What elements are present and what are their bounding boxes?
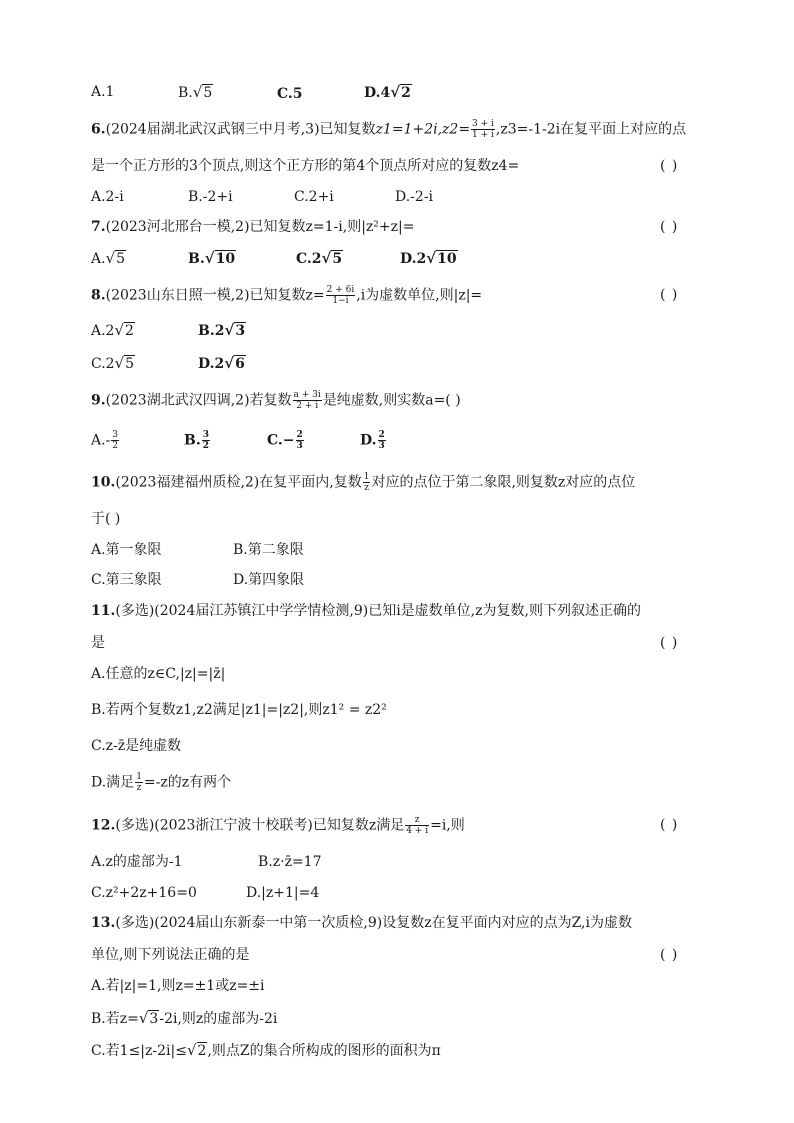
option-c: C.z²+2z+16=0 bbox=[91, 885, 197, 901]
answer-paren: ( ) bbox=[660, 635, 679, 651]
question-8: 8.(2023山东日照一模,2)已知复数z= $\frac{2 + 6i}{1-i}$ ,i为虚数单位,则|z|= bbox=[91, 285, 483, 306]
question-13-line1: 13.(多选)(2024届山东新泰一中第一次质检,9)设复数z在复平面内对应的点为Z,i为虚数 bbox=[91, 915, 632, 931]
option-d: D.-2-i bbox=[395, 189, 434, 205]
question-11-line1: 11.(多选)(2024届江苏镇江中学学情检测,9)已知i是虚数单位,z为复数,则下列叙述正确的 bbox=[91, 603, 641, 619]
option-c: C.第三象限 bbox=[91, 572, 162, 588]
question-6-line1: 6.(2024届湖北武汉武钢三中月考,3)已知复数z1=1+2i,z2= $\frac{3 + i}{1 + i}$ ,z3=-1-2i在复平面上对应的点 bbox=[91, 119, 687, 140]
option-b: B.-2+i bbox=[188, 189, 233, 205]
option-a: A.z的虚部为-1 bbox=[91, 854, 183, 870]
question-6-line2: 是一个正方形的3个顶点,则这个正方形的第4个顶点所对应的复数z4= bbox=[91, 158, 520, 174]
option-a: A.2-i bbox=[91, 189, 124, 205]
option-b: B.若z=√3-2i,则z的虚部为-2i bbox=[91, 1009, 278, 1027]
fraction: $\frac{3 + i}{1 + i}$ bbox=[472, 119, 494, 140]
option-a: A.1 bbox=[91, 84, 115, 100]
answer-paren: ( ) bbox=[660, 817, 679, 833]
option-c: C.5 bbox=[277, 86, 303, 102]
option-c: C.2√5 bbox=[296, 249, 343, 267]
question-11-line2: 是 bbox=[91, 635, 105, 651]
option-c: C.z-z̄是纯虚数 bbox=[91, 738, 182, 754]
answer-paren: ( ) bbox=[660, 158, 679, 174]
option-d: D. $\frac{2}{3}$ bbox=[360, 430, 385, 451]
option-b: B.√10 bbox=[188, 249, 236, 267]
option-d: D.2√6 bbox=[198, 354, 245, 372]
option-c: C.若1≤|z-2i|≤√2,则点Z的集合所构成的图形的面积为π bbox=[91, 1041, 441, 1059]
option-b: B.√5 bbox=[178, 83, 213, 101]
question-12: 12.(多选)(2023浙江宁波十校联考)已知复数z满足 $\frac{z}{4 + i}$ =i,则 bbox=[91, 815, 465, 836]
option-c: C.2+i bbox=[294, 189, 334, 205]
option-b: B.第二象限 bbox=[233, 542, 304, 558]
option-b: B. $\frac{3}{2}$ bbox=[184, 430, 209, 451]
answer-paren: ( ) bbox=[660, 287, 679, 303]
option-a: A.任意的z∈C,|z|=|z̄| bbox=[91, 666, 226, 682]
option-d: D.4√2 bbox=[364, 83, 411, 101]
option-b: B.若两个复数z1,z2满足|z1|=|z2|,则z1² = z2² bbox=[91, 702, 387, 718]
option-a: A.若|z|=1,则z=±1或z=±i bbox=[91, 978, 265, 994]
question-10-line1: 10.(2023福建福州质检,2)在复平面内,复数 $\frac{1}{z}$ 对应的点位于第二象限,则复数z对应的点位 bbox=[91, 472, 636, 493]
option-b: B.2√3 bbox=[198, 321, 246, 339]
question-9: 9.(2023湖北武汉四调,2)若复数 $\frac{a + 3i}{2 + i}$ 是纯虚数,则实数a=( ) bbox=[91, 390, 461, 411]
sqrt-symbol: √5 bbox=[192, 83, 213, 101]
option-a: A.第一象限 bbox=[91, 542, 162, 558]
answer-paren: ( ) bbox=[660, 947, 679, 963]
question-13-line2: 单位,则下列说法正确的是 bbox=[91, 947, 250, 963]
option-d: D.2√10 bbox=[400, 249, 457, 267]
question-10-line2: 于( ) bbox=[91, 511, 121, 527]
question-7: 7.(2023河北邢台一模,2)已知复数z=1-i,则|z²+z|= bbox=[91, 219, 415, 235]
option-c: C.− $\frac{2}{3}$ bbox=[267, 430, 303, 451]
option-d: D.第四象限 bbox=[233, 572, 305, 588]
option-d: D.满足 $\frac{1}{z}$ =-z的z有两个 bbox=[91, 772, 232, 793]
answer-paren: ( ) bbox=[660, 219, 679, 235]
option-a: A.- $\frac{3}{2}$ bbox=[91, 430, 119, 451]
option-c: C.2√5 bbox=[91, 354, 135, 372]
option-d: D.|z+1|=4 bbox=[246, 885, 320, 901]
option-a: A.√5 bbox=[91, 249, 126, 267]
option-b: B.z·z̄=17 bbox=[258, 854, 322, 870]
option-a: A.2√2 bbox=[91, 321, 134, 339]
